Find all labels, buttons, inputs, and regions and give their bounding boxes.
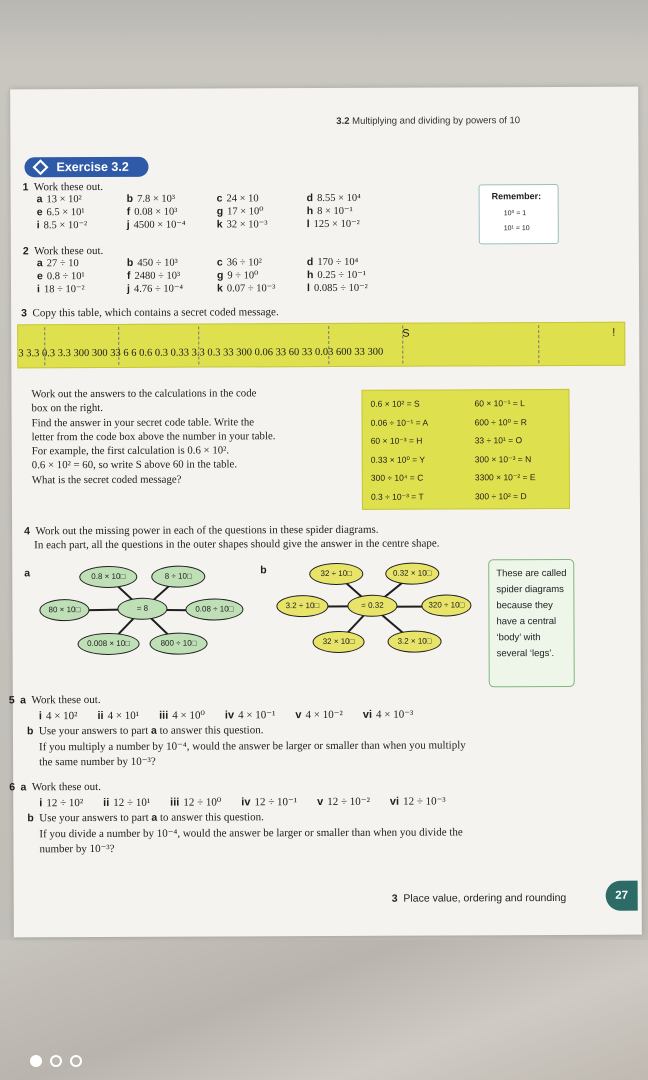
q3-instruction-line: For example, the first calculation is 0.6 × 10². — [31, 444, 230, 458]
q6-items — [39, 794, 466, 809]
q3-heading: 3 Copy this table, which contains a secret coded message. — [21, 306, 279, 320]
spider-centre-shape: = 8 — [117, 598, 167, 620]
q5-item-i: i 4 × 10² — [38, 710, 78, 723]
spider-outer-shape: 800 ÷ 10□ — [150, 633, 208, 655]
code-calculation: 0.6 × 10² = S — [370, 398, 420, 409]
q5-item-vi: vi 4 × 10⁻³ — [362, 708, 414, 721]
section-title: Multiplying and dividing by powers of 10 — [352, 115, 521, 127]
q6-item-ii: ii 12 ÷ 10¹ — [103, 796, 151, 809]
q2-item-l: l 0.085 ÷ 10⁻² — [306, 282, 368, 295]
code-calculation: 60 × 10⁻³ = H — [370, 435, 423, 446]
spider-outer-shape: 0.008 × 10□ — [78, 633, 140, 655]
q6-item-iv: iv 12 ÷ 10⁻¹ — [241, 796, 298, 809]
code-numbers-row: 3 3.3 0.3 3.3 300 300 33 6 6 0.6 0.3 0.33 3.3 0.3 33 300 0.06 33 60 33 0.03 600 33 300 — [18, 346, 384, 360]
exercise-title: Exercise 3.2 — [56, 159, 129, 175]
secret-code-table — [17, 322, 625, 369]
code-calculation: 300 ÷ 10⁴ = C — [370, 472, 424, 483]
q1-item-f: f 0.08 × 10³ — [126, 205, 178, 218]
carousel-dot-2[interactable] — [50, 1055, 62, 1067]
q4-line-1: 4 Work out the missing power in each of the questions in these spider diagrams. — [24, 523, 379, 538]
code-calculation: 0.06 ÷ 10⁻¹ = A — [370, 417, 429, 428]
table-surface — [0, 940, 648, 1080]
spider-outer-shape: 0.8 × 10□ — [79, 566, 137, 588]
spider-outer-shape: 32 ÷ 10□ — [309, 563, 363, 585]
q6-item-iii: iii 12 ÷ 10⁰ — [170, 796, 222, 809]
carousel-dots[interactable] — [30, 1054, 86, 1072]
q2-item-c: c 36 ÷ 10² — [216, 256, 262, 269]
spider-outer-shape: 0.32 × 10□ — [385, 563, 439, 585]
q2-item-h: h 0.25 ÷ 10⁻¹ — [306, 269, 366, 282]
section-number: 3.2 — [336, 115, 350, 127]
q3-instruction-line: box on the right. — [31, 402, 103, 415]
q3-instruction-line: Find the answer in your secret code table. Write the — [31, 415, 255, 429]
running-head — [336, 115, 520, 127]
q2-item-i: i 18 ÷ 10⁻² — [36, 283, 85, 296]
remember-box — [479, 184, 559, 244]
q1-item-i: i 8.5 × 10⁻² — [36, 219, 88, 232]
code-letter-s: S — [402, 327, 410, 340]
q2-item-f: f 2480 ÷ 10³ — [126, 269, 181, 282]
q1-item-c: c 24 × 10 — [216, 192, 259, 205]
code-calculation: 33 ÷ 10¹ = O — [474, 435, 523, 446]
q5-b-line-3: the same number by 10⁻³? — [39, 755, 156, 769]
q5-item-v: v 4 × 10⁻² — [295, 708, 343, 722]
q3-instruction-line: letter from the code box above the number in your table. — [31, 430, 276, 444]
page-number: 27 — [606, 881, 638, 911]
spider-outer-shape: 3.2 ÷ 10□ — [276, 595, 328, 617]
spider-b-label: b — [260, 564, 267, 577]
carousel-dot-1[interactable] — [30, 1055, 42, 1067]
q2-item-e: e 0.8 ÷ 10¹ — [36, 270, 85, 283]
remember-title: Remember: — [491, 191, 542, 202]
q2-item-j: j 4.76 ÷ 10⁻⁴ — [126, 282, 184, 295]
carousel-dot-3[interactable] — [70, 1055, 82, 1067]
q1-item-e: e 6.5 × 10¹ — [36, 206, 85, 219]
q3-instruction-line: What is the secret coded message? — [31, 473, 182, 487]
code-letter-end: ! — [612, 326, 616, 339]
q6-b-line-2: If you divide a number by 10⁻⁴, would the answer be larger or smaller than when you divide the — [39, 826, 463, 841]
q5-item-iv: iv 4 × 10⁻¹ — [224, 709, 276, 722]
code-calculation: 3300 × 10⁻² = E — [474, 472, 536, 483]
q1-item-d: d 8.55 × 10⁴ — [306, 192, 361, 205]
q6-b-line-1: b Use your answers to part a to answer this question. — [27, 811, 264, 825]
q2-heading: 2 Work these out. — [22, 244, 104, 258]
remember-line-1: 10⁰ = 1 — [503, 210, 527, 218]
spider-centre-shape: = 0.32 — [347, 595, 397, 617]
q2-item-g: g 9 ÷ 10⁰ — [216, 269, 259, 282]
q1-item-b: b 7.8 × 10³ — [126, 192, 176, 205]
q5-item-iii: iii 4 × 10⁰ — [159, 709, 205, 722]
q5-item-ii: ii 4 × 10¹ — [97, 709, 140, 722]
q1-item-j: j 4500 × 10⁻⁴ — [126, 218, 186, 231]
q2-item-a: a 27 ÷ 10 — [36, 257, 79, 270]
q3-instruction-line: Work out the answers to the calculations in the code — [31, 387, 257, 401]
q5-heading: 5 a Work these out. — [8, 693, 101, 707]
q1-item-l: l 125 × 10⁻² — [306, 218, 360, 231]
remember-line-2: 10¹ = 10 — [503, 225, 530, 233]
code-calculation: 600 ÷ 10⁰ = R — [474, 416, 527, 427]
q1-item-k: k 32 × 10⁻³ — [216, 218, 268, 231]
q1-item-h: h 8 × 10⁻¹ — [306, 205, 353, 218]
q2-item-b: b 450 ÷ 10³ — [126, 256, 178, 269]
exercise-badge — [24, 157, 148, 178]
spider-outer-shape: 80 × 10□ — [39, 599, 89, 621]
code-calculation: 300 ÷ 10² = D — [474, 490, 527, 501]
q3-instructions — [31, 386, 275, 487]
textbook-page — [10, 87, 642, 938]
q2-item-k: k 0.07 ÷ 10⁻³ — [216, 282, 276, 295]
spider-outer-shape: 32 × 10□ — [313, 631, 365, 653]
code-calculation: 0.3 ÷ 10⁻³ = T — [370, 491, 424, 502]
spider-outer-shape: 0.08 ÷ 10□ — [185, 598, 243, 620]
q2-item-d: d 170 ÷ 10⁴ — [306, 256, 359, 269]
q1-item-g: g 17 × 10⁰ — [216, 205, 264, 218]
chapter-number: 3 — [391, 892, 398, 905]
spider-outer-shape: 8 ÷ 10□ — [151, 566, 205, 588]
code-calculation-box — [361, 389, 570, 510]
q6-item-vi: vi 12 ÷ 10⁻³ — [389, 795, 446, 808]
q1-item-a: a 13 × 10² — [36, 193, 82, 206]
q6-b-line-3: number by 10⁻³? — [39, 842, 115, 856]
q5-items — [39, 708, 434, 723]
code-calculation: 0.33 × 10⁰ = Y — [370, 454, 426, 465]
code-calculation: 60 × 10⁻¹ = L — [474, 398, 525, 409]
q5-b-line-2: If you multiply a number by 10⁻⁴, would the answer be larger or smaller than when you multiply — [38, 739, 466, 754]
spider-outer-shape: 320 ÷ 10□ — [421, 594, 471, 616]
q6-item-i: i 12 ÷ 10² — [39, 797, 84, 810]
q1-heading: 1 Work these out. — [22, 180, 104, 194]
q5-b-line-1: b Use your answers to part a to answer this question. — [26, 724, 264, 738]
chapter-footer — [392, 892, 567, 905]
spider-a-label: a — [24, 567, 31, 580]
code-calculation: 300 × 10⁻³ = N — [474, 453, 532, 464]
q6-item-v: v 12 ÷ 10⁻² — [317, 795, 370, 809]
q6-heading: 6 a Work these out. — [9, 780, 101, 794]
spider-outer-shape: 3.2 × 10□ — [388, 630, 442, 652]
diamond-icon — [32, 159, 48, 175]
spider-note-box: These are called spider diagrams because they have a central ‘body’ with several ‘legs’. — [488, 559, 575, 687]
q4-line-2: In each part, all the questions in the outer shapes should give the answer in the centre shape. — [34, 537, 440, 552]
chapter-title: Place value, ordering and rounding — [403, 891, 567, 905]
q3-instruction-line: 0.6 × 10² = 60, so write S above 60 in the table. — [31, 458, 238, 472]
